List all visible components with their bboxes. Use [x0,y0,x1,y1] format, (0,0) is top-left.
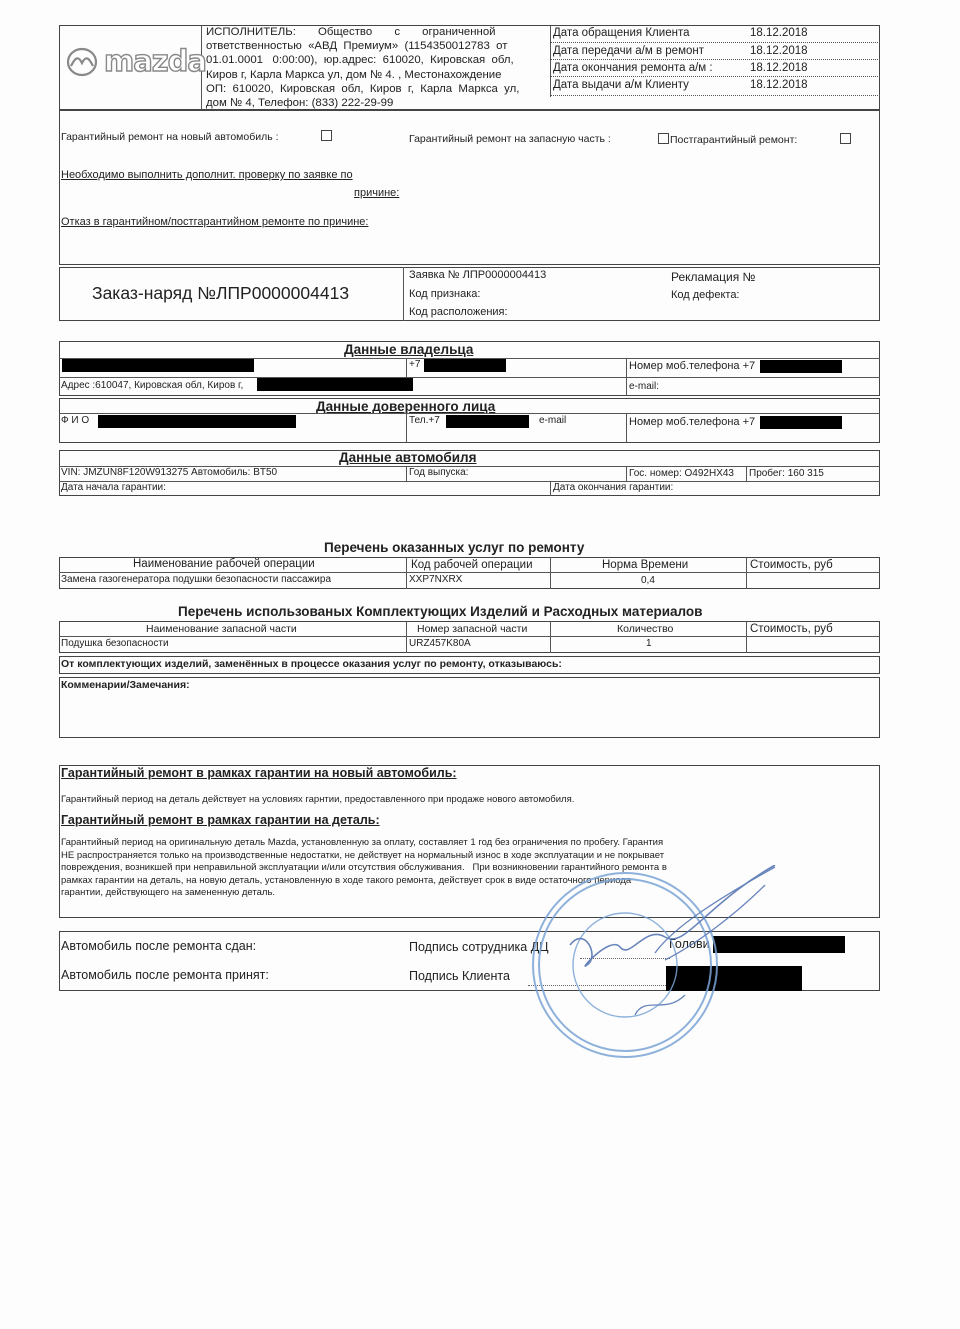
date-value-finish: 18.12.2018 [750,62,808,74]
terms-part-line: повреждения, возникшей при неправильной эксплуатации и/или отсутствия обслуживания. При возникновении гарантийного ремонта в [61,862,667,873]
order-location-code: Код расположения: [409,306,508,318]
executor-info [206,25,548,110]
owner-name-redacted [62,359,254,372]
order-defect-code: Код дефекта: [671,289,740,301]
date-label-issue: Дата выдачи а/м Клиенту [553,79,689,91]
signature-scribble [570,865,775,966]
services-header-time: Норма Времени [602,559,689,571]
order-title: Заказ-наряд №ЛПР0000004413 [92,283,350,303]
terms-part-line: Гарантийный период на оригинальную деталь Mazda, установленную за оплату, составляет 1 год без ограничения по пробегу. Гарантия [61,837,664,848]
services-header-code: Код рабочей операции [411,559,533,571]
proxy-tel: Тел.+7 [409,415,440,426]
services-row-code: XXP7NXRX [409,574,463,585]
executor-line: ОП: 610020, Кировская обл, Киров г, Карла Маркса ул, [206,82,520,95]
parts-row-name: Подушка безопасности [61,638,169,649]
warranty-new-car-label: Гарантийный ремонт на новый автомобиль : [61,131,279,143]
parts-header-number: Номер запасной части [417,623,528,635]
services-row-time: 0,4 [641,575,655,586]
executor-line: ответственностью «АВД Премиум» (1154350012783 от [206,40,508,53]
post-warranty-label: Постгарантийный ремонт: [670,134,798,146]
car-plate: Гос. номер: О492НХ43 [629,468,734,479]
car-accepted-label: Автомобиль после ремонта принят: [61,968,269,982]
warranty-new-car-checkbox[interactable] [321,130,332,141]
owner-mobile-redacted [760,360,842,373]
executor-line: Киров г, Карла Маркса ул, дом № 4. , Местонахождение [206,68,502,81]
additional-check-line2: причине: [354,187,400,199]
head-label: Голови [669,937,710,951]
logo-wordmark: mazda [104,44,206,78]
date-label-handover: Дата передачи а/м в ремонт [553,45,704,57]
parts-header-name: Наименование запасной части [146,623,297,635]
terms-part-line: гарантии, действующего на замененную деталь. [61,887,276,898]
order-claim: Рекламация № [671,270,756,284]
proxy-email: e-mail [539,415,567,426]
executor-line: дом № 4, Телефон: (833) 222-29-99 [206,97,394,110]
refuse-parts-text: От комплектующих изделий, заменённых в процессе оказания услуг по ремонту, отказываюсь: [61,658,562,670]
car-handed-label: Автомобиль после ремонта сдан: [61,939,257,953]
employee-signature-label: Подпись сотрудника ДЦ [409,940,549,954]
date-value-request: 18.12.2018 [750,27,808,39]
date-value-issue: 18.12.2018 [750,79,808,91]
dates-divider [550,25,551,97]
parts-header-cost: Стоимость, руб [750,623,833,635]
owner-title: Данные владельца [344,342,474,357]
proxy-fio-redacted [98,415,296,428]
services-title: Перечень оказанных услуг по ремонту [324,540,585,555]
terms-part-line: рамках гарантии на деталь, на новую деталь, установленную в ходе такого ремонта, действует срок в виде остаточного периода [61,874,632,886]
executor-line: 01.01.0001 0:00:00), юр.адрес: 610020, Кировская обл, [206,54,514,67]
company-stamp [525,865,785,1065]
comments-label: Комменарии/Замечания: [61,679,190,691]
order-request: Заявка № ЛПР0000004413 [409,269,547,281]
parts-header-qty: Количество [617,623,674,635]
terms-new-car-title: Гарантийный ремонт в рамках гарантии на новый автомобиль: [61,766,457,780]
refusal-reason: Отказ в гарантийном/постгарантийном ремонте по причине: [61,216,369,228]
order-sign-code: Код признака: [409,288,481,300]
parts-row-qty: 1 [646,638,652,649]
post-warranty-checkbox[interactable] [840,133,851,144]
executor-line: ИСПОЛНИТЕЛЬ: Общество с ограниченной [206,26,496,38]
services-header-name: Наименование рабочей операции [133,558,315,570]
car-warranty-start: Дата начала гарантии: [61,482,166,493]
owner-mobile-label: Номер моб.телефона +7 [629,360,756,372]
services-row-name: Замена газогенератора подушки безопасности пассажира [61,574,332,585]
owner-phone-prefix: +7 [409,359,421,370]
proxy-mobile-label: Номер моб.телефона +7 [629,416,756,428]
terms-part-line: НЕ распространяется только на производственные недостатки, не действует на нормальный износ в ходе эксплуатации и не покрывает [61,849,665,861]
mazda-logo [64,44,206,84]
parts-title: Перечень использованых Комплектующих Изделий и Расходных материалов [178,604,703,619]
owner-phone-redacted [424,359,506,372]
proxy-mobile-redacted [760,416,842,429]
warranty-spare-part-checkbox[interactable] [658,133,669,144]
parts-row-number: URZ457K80A [409,638,471,649]
owner-address: Адрес :610047, Кировская обл, Киров г, [61,380,244,391]
car-title: Данные автомобиля [339,450,477,465]
car-vin: VIN: JMZUN8F120W913275 Автомобиль: BT50 [61,467,278,478]
terms-new-car-text: Гарантийный период на деталь действует на условиях гарнтии, предоставленного при продаже нового автомобиля. [61,794,575,805]
car-year: Год выпуска: [409,467,469,478]
date-label-finish: Дата окончания ремонта а/м : [553,62,713,74]
car-warranty-end: Дата окончания гарантии: [553,482,674,493]
owner-address-redacted [257,378,413,391]
terms-part-title: Гарантийный ремонт в рамках гарантии на деталь: [61,813,380,827]
proxy-tel-redacted [446,415,529,428]
warranty-spare-part-label: Гарантийный ремонт на запасную часть : [409,133,611,145]
car-mileage: Пробег: 160 315 [749,468,824,479]
date-value-handover: 18.12.2018 [750,45,808,57]
additional-check-line1: Необходимо выполнить дополнит. проверку по заявке по [61,169,353,181]
services-header-cost: Стоимость, руб [750,559,833,571]
proxy-fio: Ф И О [61,415,90,426]
proxy-title: Данные доверенного лица [316,399,496,414]
mazda-emblem-icon [66,46,98,78]
date-label-request: Дата обращения Клиента [553,27,690,39]
owner-email: e-mail: [629,381,660,392]
client-signature-label: Подпись Клиента [409,969,510,983]
